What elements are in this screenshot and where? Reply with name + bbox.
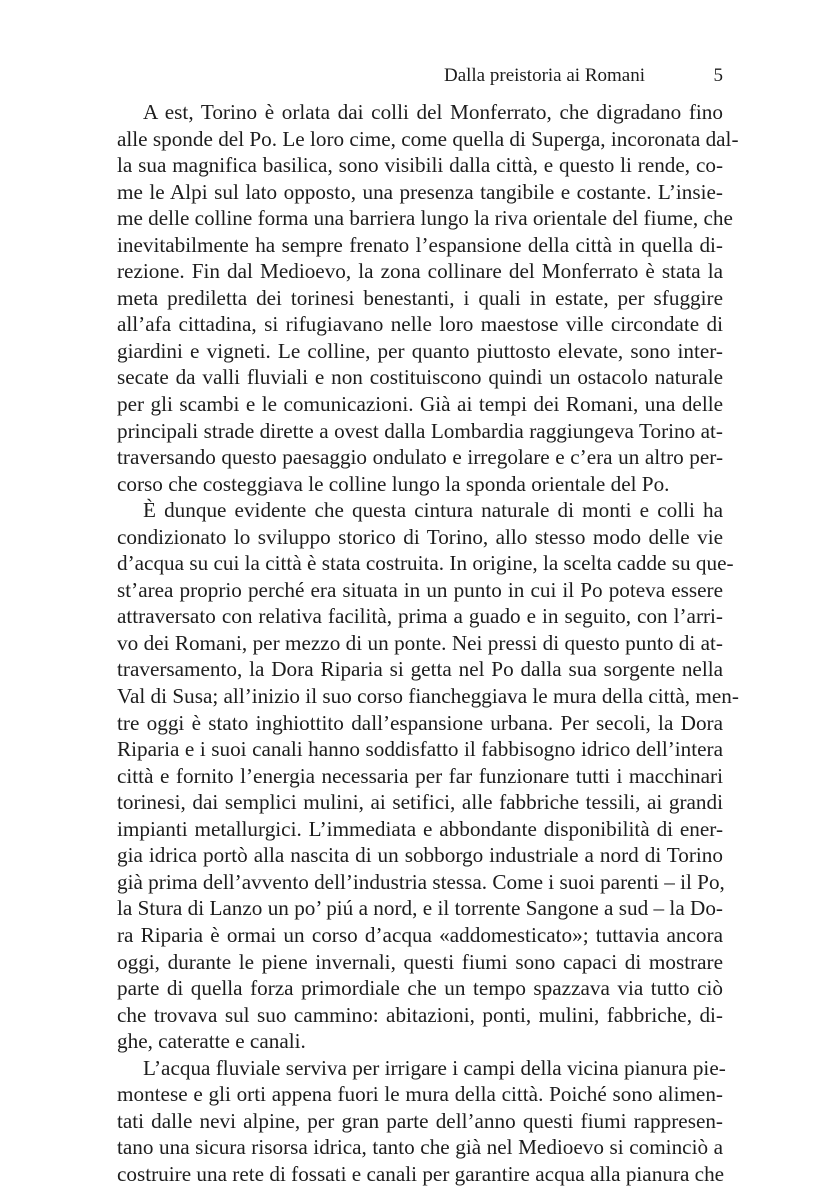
text-line: oggi, durante le piene invernali, questi fiumi sono capaci di mostrare	[117, 949, 723, 974]
text-line: d’acqua su cui la città è stata costruita. In origine, la scelta cadde su que-	[117, 551, 734, 576]
text-line: torinesi, dai semplici mulini, ai setifici, alle fabbriche tessili, ai grandi	[117, 790, 723, 815]
paragraph	[117, 497, 739, 1054]
text-line: giardini e vigneti. Le colline, per quanto piuttosto elevate, sono inter-	[117, 338, 723, 363]
text-line: A est, Torino è orlata dai colli del Monferrato, che digradano fino	[143, 100, 723, 124]
text-line: per gli scambi e le comunicazioni. Già ai tempi dei Romani, una delle	[117, 392, 723, 417]
text-line: che trovava sul suo cammino: abitazioni, ponti, mulini, fabbriche, di-	[117, 1002, 723, 1027]
text-line: tati dalle nevi alpine, per gran parte dell’anno questi fiumi rappresen-	[117, 1108, 723, 1133]
text-line: ra Riparia è ormai un corso d’acqua «addomesticato»; tuttavia ancora	[117, 922, 723, 947]
paragraph	[117, 99, 739, 497]
text-line: rezione. Fin dal Medioevo, la zona collinare del Monferrato è stata la	[117, 259, 723, 284]
text-line: già prima dell’avvento dell’industria stessa. Come i suoi parenti – il Po,	[117, 869, 725, 894]
text-line: inevitabilmente ha sempre frenato l’espansione della città in quella di-	[117, 232, 723, 257]
text-line: alle sponde del Po. Le loro cime, come quella di Superga, incoronata dal-	[117, 126, 739, 151]
text-line: impianti metallurgici. L’immediata e abbondante disponibilità di ener-	[117, 816, 723, 841]
text-line: gia idrica portò alla nascita di un sobborgo industriale a nord di Torino	[117, 843, 723, 868]
text-line: città e fornito l’energia necessaria per far funzionare tutti i macchinari	[117, 763, 723, 788]
text-line: È dunque evidente che questa cintura naturale di monti e colli ha	[143, 498, 723, 523]
body-text	[117, 99, 739, 1187]
running-header	[117, 62, 723, 90]
text-line: tano una sicura risorsa idrica, tanto che già nel Medioevo si cominciò a	[117, 1135, 723, 1160]
text-line: Val di Susa; all’inizio il suo corso fiancheggiava le mura della città, men-	[117, 684, 739, 709]
text-line: condizionato lo sviluppo storico di Torino, allo stesso modo delle vie	[117, 524, 723, 549]
text-line: all’afa cittadina, si rifugiavano nelle loro maestose ville circondate di	[117, 312, 723, 337]
page-number: 5	[713, 65, 723, 86]
text-line: principali strade dirette a ovest dalla Lombardia raggiungeva Torino at-	[117, 418, 723, 443]
text-line: vo dei Romani, per mezzo di un ponte. Nei pressi di questo punto di at-	[117, 630, 723, 655]
text-line: st’area proprio perché era situata in un punto in cui il Po poteva essere	[117, 577, 723, 602]
paragraph	[117, 1055, 726, 1187]
text-line: tre oggi è stato inghiottito dall’espansione urbana. Per secoli, la Dora	[117, 710, 723, 735]
text-line: ghe, cateratte e canali.	[117, 1029, 306, 1054]
text-line: secate da valli fluviali e non costituiscono quindi un ostacolo naturale	[117, 365, 723, 390]
text-line: Riparia e i suoi canali hanno soddisfatto il fabbisogno idrico dell’intera	[117, 737, 723, 762]
text-line: me le Alpi sul lato opposto, una presenza tangibile e costante. L’insie-	[117, 179, 723, 204]
text-line: me delle colline forma una barriera lungo la riva orientale del fiume, che	[117, 206, 733, 231]
text-line: meta prediletta dei torinesi benestanti, i quali in estate, per sfuggire	[117, 285, 723, 310]
text-line: parte di quella forza primordiale che un tempo spazzava via tutto ciò	[117, 976, 723, 1001]
text-line: costruire una rete di fossati e canali per garantire acqua alla pianura che	[117, 1161, 725, 1186]
text-line: traversamento, la Dora Riparia si getta nel Po dalla sua sorgente nella	[117, 657, 723, 682]
text-line: attraversato con relativa facilità, prima a guado e in seguito, con l’arri-	[117, 604, 723, 629]
text-line: montese e gli orti appena fuori le mura della città. Poiché sono alimen-	[117, 1082, 723, 1107]
running-title: Dalla preistoria ai Romani	[443, 65, 645, 86]
text-line: la Stura di Lanzo un po’ piú a nord, e il torrente Sangone a sud – la Do-	[117, 896, 723, 921]
text-line: corso che costeggiava le colline lungo la sponda orientale del Po.	[117, 471, 670, 496]
text-line: la sua magnifica basilica, sono visibili dalla città, e questo li rende, co-	[117, 153, 723, 178]
text-line: traversando questo paesaggio ondulato e irregolare e c’era un altro per-	[117, 445, 723, 470]
text-line: L’acqua fluviale serviva per irrigare i campi della vicina pianura pie-	[143, 1055, 726, 1080]
